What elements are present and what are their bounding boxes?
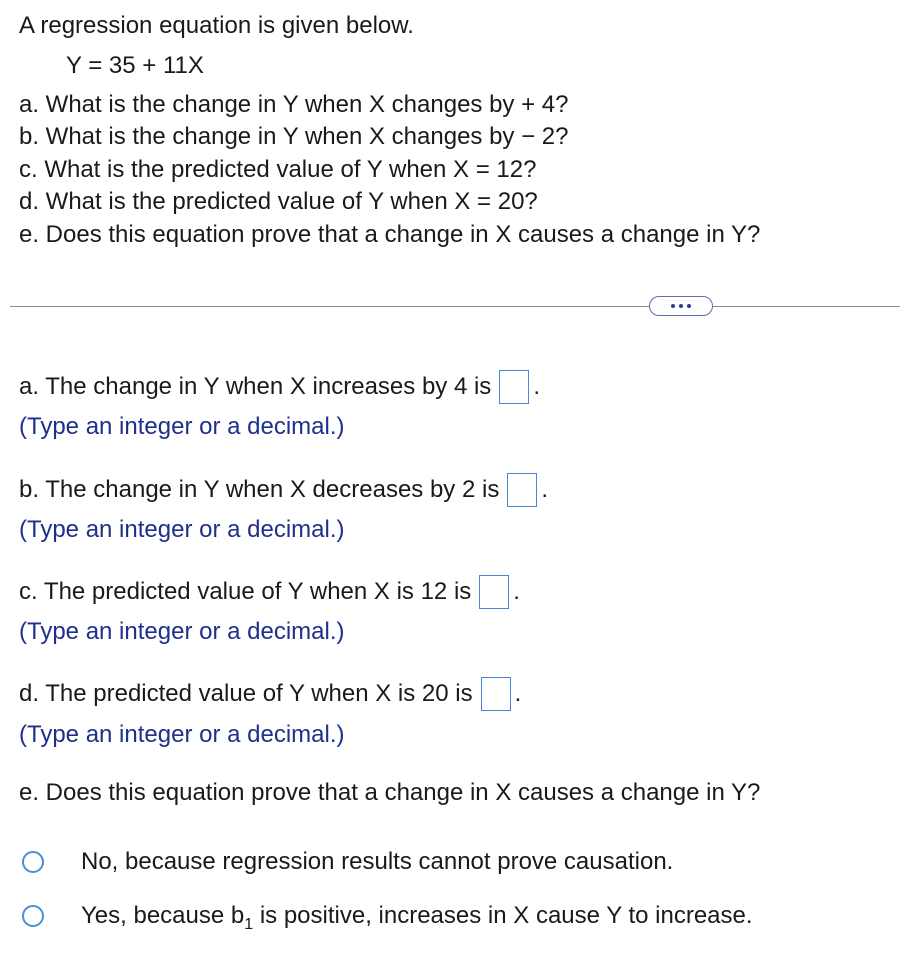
answer-a-input[interactable] [499, 370, 529, 404]
subscript-1: 1 [244, 916, 254, 933]
question-b: b. What is the change in Y when X changes by − 2? [19, 123, 569, 150]
answer-a-row [19, 369, 540, 405]
option-no[interactable] [22, 848, 673, 876]
option-yes-text[interactable]: Yes, because $b_1$ is positive, increases in X cause Y to increase. [81, 902, 753, 933]
question-e: e. Does this equation prove that a change in X causes a change in Y? [19, 221, 761, 248]
radio-button-yes[interactable] [22, 905, 44, 927]
answer-e-label: e. Does this equation prove that a change in X causes a change in Y? [19, 779, 761, 806]
question-d: d. What is the predicted value of Y when X = 20? [19, 188, 538, 215]
answer-c-row [19, 574, 520, 610]
answer-b-label: b. The change in Y when X decreases by 2 is [19, 476, 500, 503]
radio-button-no[interactable] [22, 851, 44, 873]
option-yes[interactable] [22, 902, 753, 933]
section-divider [10, 306, 900, 307]
ellipsis-icon [671, 304, 675, 308]
answer-b-hint: (Type an integer or a decimal.) [19, 516, 345, 543]
problem-intro: A regression equation is given below. [19, 12, 414, 39]
answer-d-input[interactable] [481, 677, 511, 711]
answer-b-row [19, 472, 548, 508]
answer-d-label: d. The predicted value of Y when X is 20 is [19, 680, 473, 707]
answer-c-label: c. The predicted value of Y when X is 12 is [19, 578, 472, 605]
answer-b-period: . [541, 476, 548, 503]
more-options-button[interactable] [649, 296, 713, 316]
answer-d-period: . [514, 680, 522, 707]
option-no-text[interactable]: No, because regression results cannot prove causation. [81, 848, 674, 875]
answer-d-row [19, 676, 521, 712]
answer-d-hint: (Type an integer or a decimal.) [19, 721, 345, 748]
answer-a-label: a. The change in Y when X increases by 4 is [19, 373, 492, 400]
question-c: c. What is the predicted value of Y when X = 12? [19, 156, 537, 183]
answer-a-period: . [533, 373, 540, 400]
answer-a-hint: (Type an integer or a decimal.) [19, 413, 345, 440]
regression-equation: Y = 35 + 11X [66, 52, 204, 79]
question-a: a. What is the change in Y when X changes by + 4? [19, 91, 569, 118]
answer-b-input[interactable] [507, 473, 537, 507]
answer-c-period: . [513, 578, 520, 605]
answer-c-input[interactable] [479, 575, 509, 609]
answer-c-hint: (Type an integer or a decimal.) [19, 618, 345, 645]
